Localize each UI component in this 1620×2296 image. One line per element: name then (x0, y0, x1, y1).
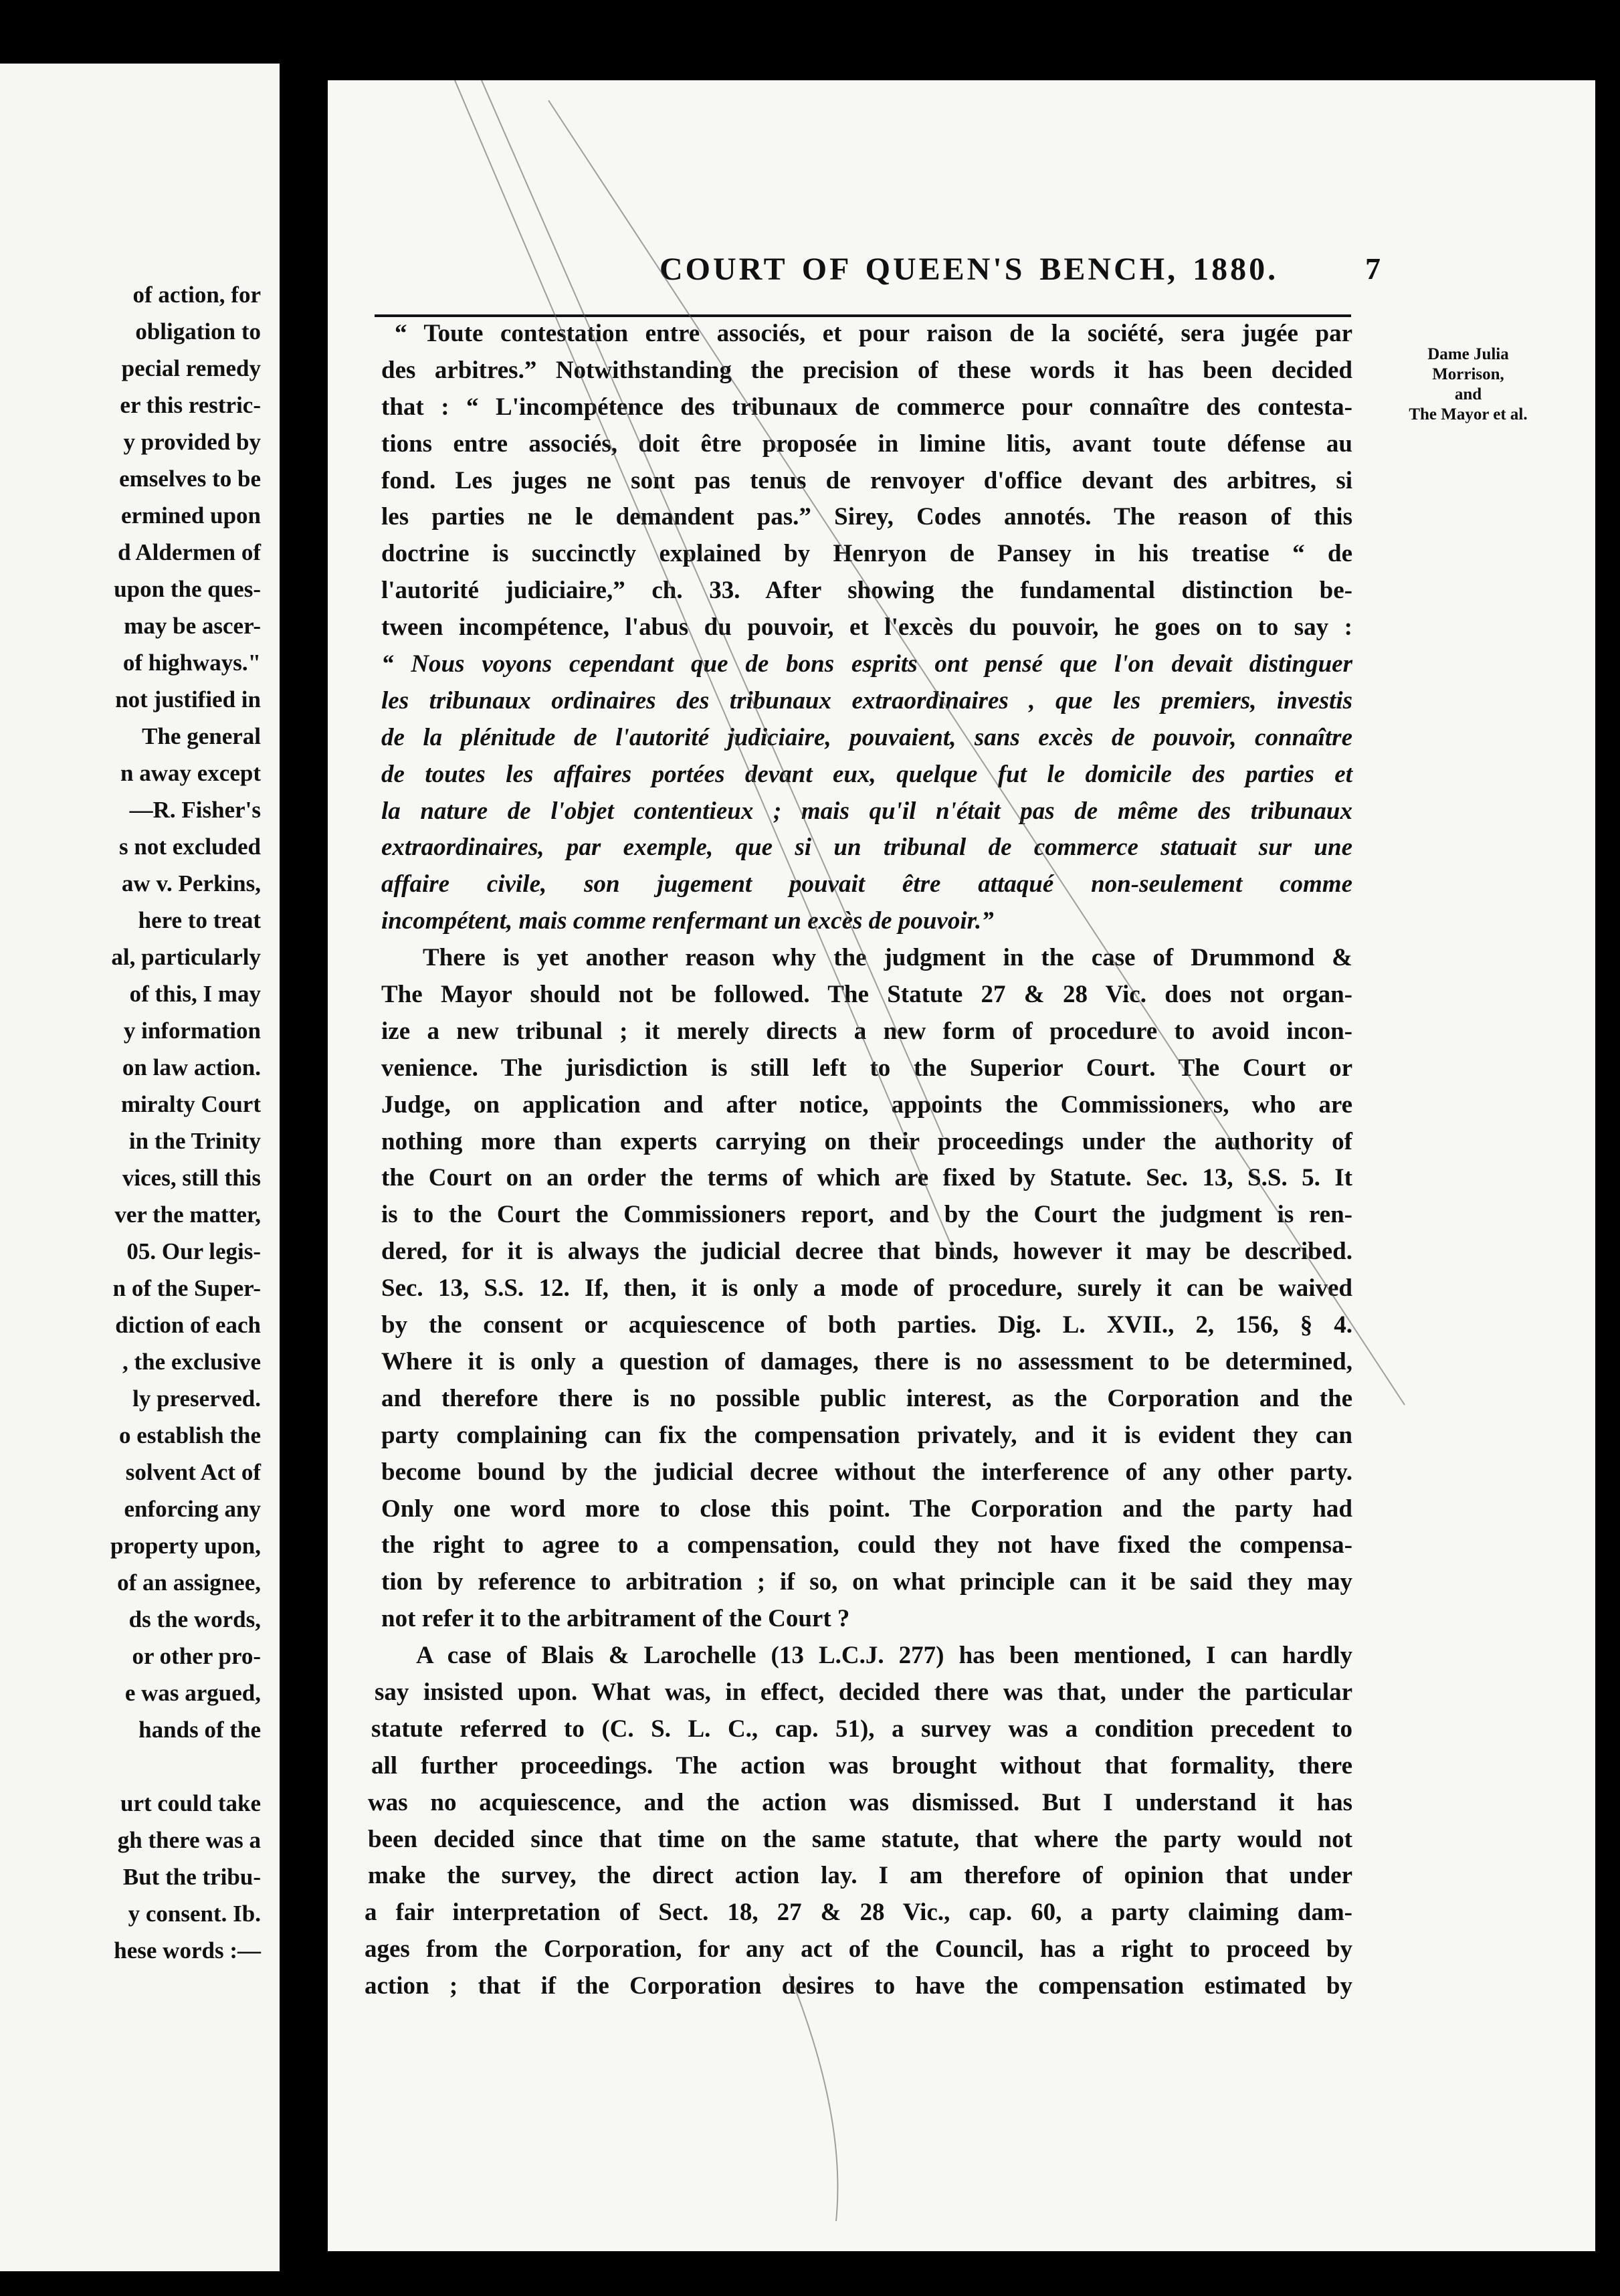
body-line: affaire civile, son jugement pouvait être attaqué non-seulement comme (381, 870, 1352, 898)
body-line: venience. The jurisdiction is still left to the Superior Court. The Court or (381, 1054, 1352, 1082)
body-line: la nature de l'objet contentieux ; mais qu'il n'était pas de même des tribunaux (381, 797, 1352, 825)
body-line: Where it is only a question of damages, there is no assessment to be determined, (381, 1347, 1352, 1375)
body-line: statute referred to (C. S. L. C., cap. 51), a survey was a condition precedent to (371, 1715, 1352, 1743)
body-line: party complaining can fix the compensation privately, and it is evident they can (381, 1421, 1352, 1449)
left-page-line: emselves to be (119, 466, 261, 492)
left-page-line: —R. Fisher's (129, 797, 261, 823)
left-page-line: not justified in (115, 686, 261, 712)
running-head: COURT OF QUEEN'S BENCH, 1880. (660, 252, 1279, 287)
margin-note-line: and (1454, 385, 1482, 403)
left-page-line: in the Trinity (128, 1128, 261, 1154)
body-line: Only one word more to close this point. The Corporation and the party had (381, 1495, 1352, 1523)
body-line: the right to agree to a compensation, could they not have fixed the compensa- (381, 1531, 1352, 1559)
margin-note-line: Dame Julia (1427, 345, 1509, 363)
body-line: fond. Les juges ne sont pas tenus de renvoyer d'office devant des arbitres, si (381, 466, 1352, 494)
left-page-line: solvent Act of (125, 1459, 261, 1485)
body-line: action ; that if the Corporation desires to have the compensation estimated by (365, 1972, 1352, 2000)
body-line: de toutes les affaires portées devant eux, quelque fut le domicile des parties et (381, 760, 1352, 788)
left-page-line: ly preserved. (132, 1385, 261, 1412)
body-line: tion by reference to arbitration ; if so, on what principle can it be said they may (381, 1568, 1352, 1596)
body-line: is to the Court the Commissioners report, and by the Court the judgment is ren- (381, 1201, 1352, 1229)
left-page-line: obligation to (135, 318, 261, 345)
left-page-line: y provided by (123, 429, 261, 455)
left-page-line: of an assignee, (117, 1569, 261, 1596)
body-line: doctrine is succinctly explained by Henryon de Pansey in his treatise “ de (381, 540, 1352, 568)
left-page-line: hese words :— (114, 1937, 261, 1964)
body-line: say insisted upon. What was, in effect, decided there was that, under the particular (375, 1678, 1352, 1706)
body-line: was no acquiescence, and the action was dismissed. But I understand it has (368, 1788, 1352, 1816)
left-page-line: of highways." (122, 650, 261, 676)
left-page-line: n of the Super- (112, 1275, 261, 1301)
left-page-line: of action, for (132, 282, 261, 308)
left-page-line (0, 1748, 261, 1785)
body-line: and therefore there is no possible public interest, as the Corporation and the (381, 1384, 1352, 1412)
left-page-line: property upon, (110, 1533, 261, 1559)
left-page-line: may be ascer- (124, 613, 261, 639)
body-line: l'autorité judiciaire,” ch. 33. After showing the fundamental distinction be- (381, 577, 1352, 605)
left-page-line: upon the ques- (114, 576, 261, 602)
body-line: les tribunaux ordinaires des tribunaux extraordinaires , que les premiers, investis (381, 686, 1352, 714)
body-line: A case of Blais & Larochelle (13 L.C.J. 277) has been mentioned, I can hardly (416, 1642, 1352, 1670)
body-line: the Court on an order the terms of which are fixed by Statute. Sec. 13, S.S. 5. It (381, 1164, 1352, 1192)
body-line: by the consent or acquiescence of both parties. Dig. L. XVII., 2, 156, § 4. (381, 1311, 1352, 1339)
left-page-line: urt could take (120, 1790, 261, 1816)
body-line: not refer it to the arbitrament of the Court ? (381, 1605, 850, 1633)
left-page-line: hands of the (138, 1717, 261, 1743)
left-page-line: e was argued, (124, 1680, 261, 1706)
body-line: “ Toute contestation entre associés, et pour raison de la société, sera jugée par (395, 320, 1352, 347)
left-page-line: on law action. (122, 1054, 261, 1080)
body-line: a fair interpretation of Sect. 18, 27 & 28 Vic., cap. 60, a party claiming dam- (365, 1899, 1352, 1927)
page-header (660, 251, 1529, 288)
body-line: There is yet another reason why the judgment in the case of Drummond & (423, 944, 1352, 972)
body-line: “ Nous voyons cependant que de bons esprits ont pensé que l'on devait distinguer (381, 650, 1352, 678)
body-line: been decided since that time on the same statute, that where the party would not (368, 1825, 1352, 1853)
body-line: des arbitres.” Notwithstanding the precision of these words it has been decided (381, 356, 1352, 384)
body-line: incompétent, mais comme renfermant un excès de pouvoir.” (381, 907, 994, 935)
left-page-line: o establish the (119, 1422, 261, 1448)
body-line: Sec. 13, S.S. 12. If, then, it is only a mode of procedure, surely it can be waived (381, 1274, 1352, 1303)
left-page-line: d Aldermen of (118, 539, 261, 565)
body-line: tween incompétence, l'abus du pouvoir, et l'excès du pouvoir, he goes on to say : (381, 613, 1352, 642)
left-page-line: diction of each (115, 1312, 261, 1338)
left-page-line: y information (123, 1018, 261, 1044)
left-page-line: 05. Our legis- (126, 1238, 261, 1264)
body-line: The Mayor should not be followed. The Statute 27 & 28 Vic. does not organ- (381, 981, 1352, 1009)
case-margin-note (1385, 345, 1552, 425)
left-page-line: of this, I may (129, 981, 261, 1007)
left-page-line: al, particularly (111, 944, 261, 970)
body-line: all further proceedings. The action was brought without that formality, there (371, 1751, 1352, 1780)
body-line: dered, for it is always the judicial decree that binds, however it may be described. (381, 1238, 1352, 1266)
body-line: les parties ne le demandent pas.” Sirey, Codes annotés. The reason of this (381, 503, 1352, 531)
left-page-fragment (0, 64, 280, 2271)
left-page-line: The general (142, 723, 261, 749)
left-page-line: vices, still this (122, 1165, 261, 1191)
left-page-line: er this restric- (120, 392, 261, 418)
left-page-line: gh there was a (117, 1827, 261, 1853)
margin-note-line: The Mayor et al. (1409, 405, 1528, 423)
body-line: make the survey, the direct action lay. I am therefore of opinion that under (368, 1862, 1352, 1890)
body-line: nothing more than experts carrying on their proceedings under the authority of (381, 1127, 1352, 1155)
binding-gutter (280, 0, 328, 2296)
left-page-line: ds the words, (128, 1606, 261, 1632)
body-line: that : “ L'incompétence des tribunaux de commerce pour connaître des contesta- (381, 393, 1352, 421)
left-page-line: , the exclusive (122, 1349, 261, 1375)
body-line: de la plénitude de l'autorité judiciaire, pouvaient, sans excès de pouvoir, connaître (381, 723, 1352, 751)
margin-note-line: Morrison, (1432, 365, 1504, 383)
body-line: extraordinaires, par exemple, que si un tribunal de commerce statuait sur une (381, 834, 1352, 862)
left-page-line: enforcing any (124, 1496, 261, 1522)
page-number: 7 (1365, 252, 1381, 286)
left-page-line: pecial remedy (121, 355, 261, 381)
left-page-line: here to treat (138, 907, 261, 933)
body-line: ize a new tribunal ; it merely directs a new form of procedure to avoid incon- (381, 1017, 1352, 1045)
left-page-line: s not excluded (119, 834, 261, 860)
left-page-line: ver the matter, (114, 1202, 261, 1228)
left-page-text (0, 276, 261, 1969)
left-page-line: aw v. Perkins, (121, 870, 261, 896)
body-line: Judge, on application and after notice, appoints the Commissioners, who are (381, 1090, 1352, 1119)
body-line: ages from the Corporation, for any act of the Council, has a right to proceed by (365, 1935, 1352, 1964)
left-page-line: miralty Court (121, 1091, 261, 1117)
book-page (328, 80, 1595, 2251)
body-line: become bound by the judicial decree without the interference of any other party. (381, 1458, 1352, 1486)
body-line: tions entre associés, doit être proposée in limine litis, avant toute défense au (381, 429, 1352, 458)
body-text (365, 316, 1352, 2005)
left-page-line: ermined upon (120, 502, 261, 529)
left-page-line: y consent. Ib. (128, 1901, 261, 1927)
left-page-line: or other pro- (132, 1643, 261, 1669)
left-page-line: But the tribu- (122, 1864, 261, 1890)
left-page-line: n away except (120, 760, 261, 786)
